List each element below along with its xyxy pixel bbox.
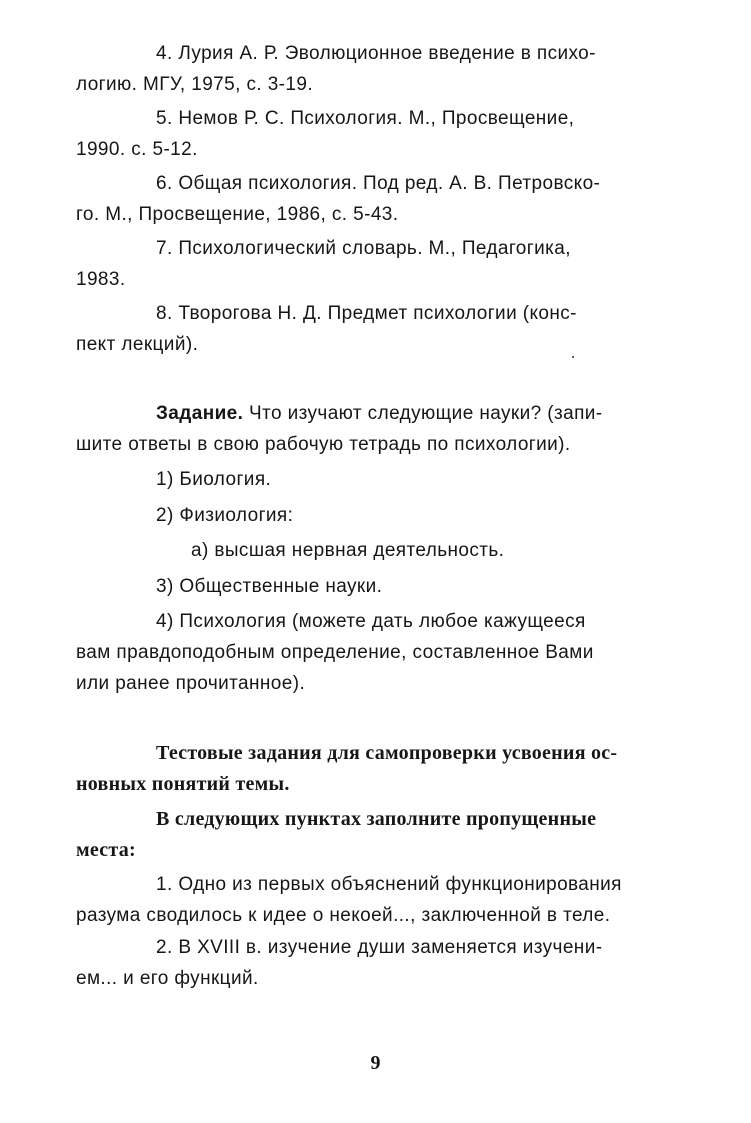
reference-line: 6. Общая психология. Под ред. А. В. Петровско- (156, 173, 601, 194)
task-text: Что изучают следующие науки? (запи- (243, 403, 603, 424)
test-item-line: ем... и его функций. (76, 968, 259, 989)
test-item-line: 2. В XVIII в. изучение души заменяется изучени- (156, 937, 603, 958)
task-item-text: вам правдоподобным определение, составленное Вами (76, 642, 594, 663)
reference-line: 8. Творогова Н. Д. Предмет психологии (конс- (156, 303, 577, 324)
task-item-social (76, 571, 676, 602)
reference-line: го. М., Просвещение, 1986, с. 5-43. (76, 204, 399, 225)
tests-heading-line: Тестовые задания для самопроверки усвоения ос- (156, 742, 618, 764)
tests-heading (76, 738, 676, 800)
test-item-line: разума сводилось к идее о некоей..., заключенной в теле. (76, 905, 611, 926)
task-item-text: 1) Биология. (156, 469, 272, 490)
test-item-line: 1. Одно из первых объяснений функционирования (156, 874, 622, 895)
task-item-biology (76, 464, 676, 495)
task-label: Задание. (156, 403, 244, 424)
task-item-physiology-sub (76, 535, 676, 566)
task-item-text: 3) Общественные науки. (156, 576, 383, 597)
test-item-2 (76, 932, 676, 994)
task-line (76, 398, 676, 429)
task-item-text: 2) Физиология: (156, 505, 294, 526)
task-line: шите ответы в свою рабочую тетрадь по психологии). (76, 434, 571, 455)
reference-line: пект лекций). (76, 334, 199, 355)
tests-instruction-line: В следующих пунктах заполните пропущенные (156, 808, 597, 830)
page-number: 9 (370, 1052, 381, 1074)
task-item-text: или ранее прочитанное). (76, 673, 306, 694)
reference-line: 4. Лурия А. Р. Эволюционное введение в психо- (156, 43, 596, 64)
test-item-1 (76, 869, 676, 931)
print-speck (572, 356, 574, 358)
reference-line: логию. МГУ, 1975, с. 3-19. (76, 74, 314, 95)
reference-line: 1990. с. 5-12. (76, 139, 198, 160)
reference-4 (76, 38, 676, 100)
reference-line: 5. Немов Р. С. Психология. М., Просвещение, (156, 108, 575, 129)
reference-5 (76, 103, 676, 165)
reference-7 (76, 233, 676, 295)
task-item-physiology (76, 500, 676, 531)
task-item-text: а) высшая нервная деятельность. (191, 540, 505, 561)
reference-line: 7. Психологический словарь. М., Педагогика, (156, 238, 571, 259)
reference-8 (76, 298, 676, 360)
task-item-psychology (76, 606, 676, 699)
tests-instruction-line: места: (76, 839, 136, 861)
tests-heading-line: новных понятий темы. (76, 773, 290, 795)
task-item-text: 4) Психология (можете дать любое кажущееся (156, 611, 586, 632)
reference-6 (76, 168, 676, 230)
task-paragraph (76, 398, 676, 460)
tests-instruction (76, 804, 676, 866)
reference-line: 1983. (76, 269, 126, 290)
